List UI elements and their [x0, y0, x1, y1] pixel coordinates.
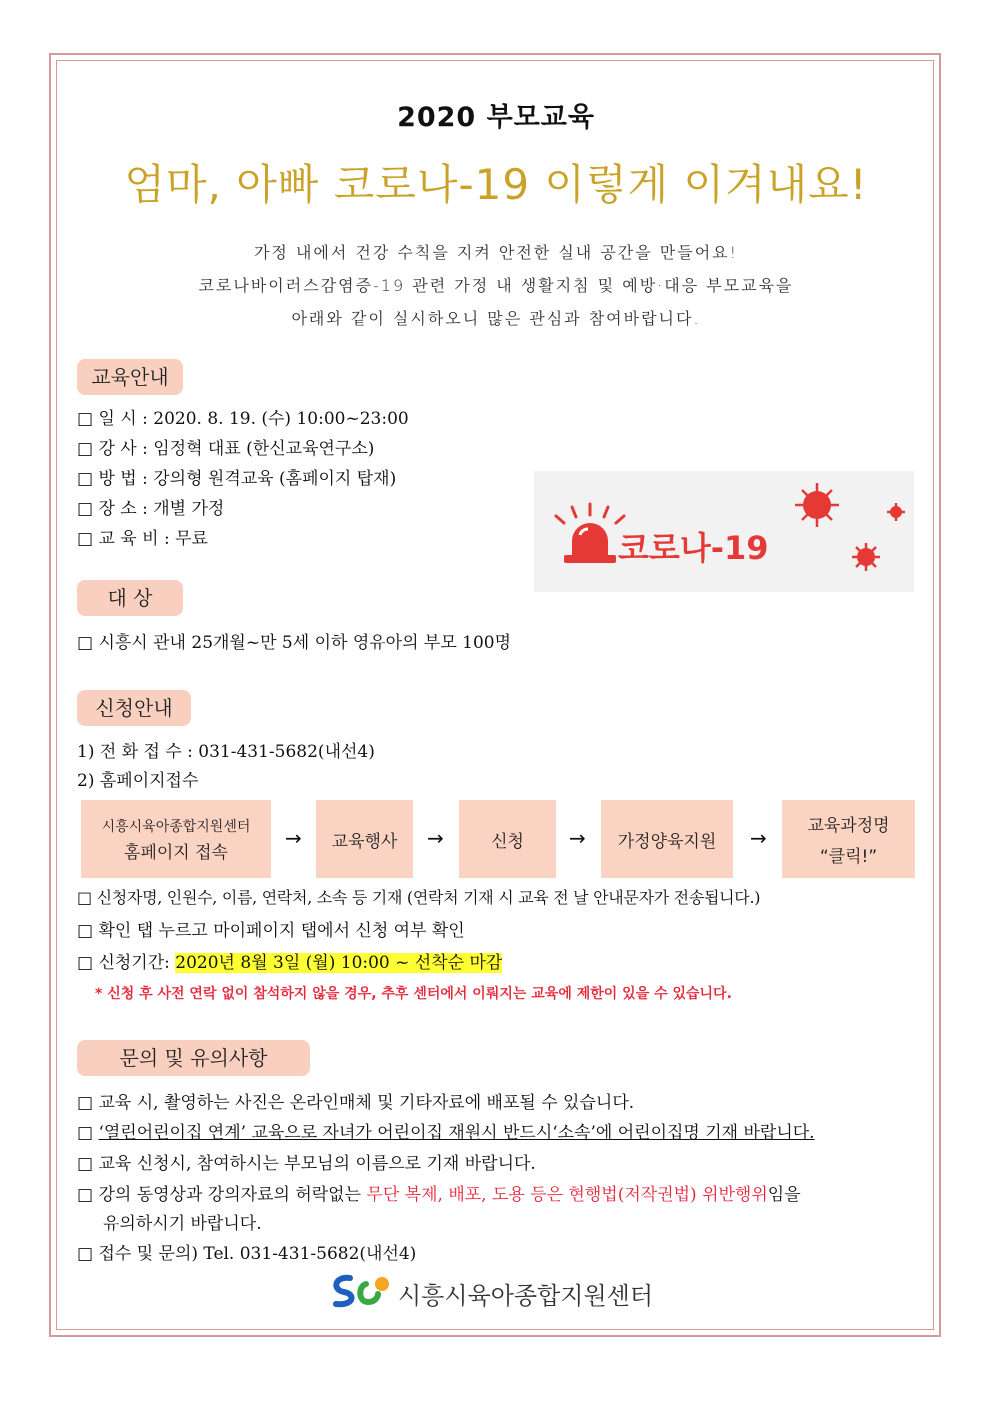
- flow-arrow-1: →: [285, 826, 302, 850]
- apply-warning: * 신청 후 사전 연락 없이 참석하지 않을 경우, 추후 센터에서 이뤄지는 교육에 제한이 있을 수 있습니다.: [95, 986, 732, 1002]
- flow-step-2: [316, 800, 413, 878]
- year-title: 2020 부모교육: [397, 102, 595, 133]
- apply-item-confirm: □ 확인 탭 누르고 마이페이지 탭에서 신청 여부 확인: [77, 921, 465, 941]
- info-item-lecturer: □ 강 사 : 임정혁 대표 (한신교육연구소): [77, 439, 375, 459]
- notes-item-affiliation-prefix: □: [77, 1123, 99, 1143]
- notes-item-photo: □ 교육 시, 촬영하는 사진은 온라인매체 및 기타자료에 배포될 수 있습니다.: [77, 1093, 635, 1113]
- info-item-date: □ 일 시 : 2020. 8. 19. (수) 10:00~23:00: [77, 409, 409, 429]
- apply-phone: 1) 전 화 접 수 : 031-431-5682(내선4): [77, 742, 375, 762]
- notes-item-name: □ 교육 신청시, 참여하시는 부모님의 이름으로 기재 바랍니다.: [77, 1154, 536, 1174]
- flow-step-5-line2: “클릭!”: [819, 847, 878, 867]
- flow-step-1-line1: 시흥시육아종합지원센터: [101, 818, 251, 835]
- flow-step-5: [782, 800, 915, 878]
- flow-step-4-label: 가정양육지원: [617, 831, 717, 852]
- notes-item-copyright-post: 임을: [767, 1185, 801, 1205]
- flow-arrow-3: →: [569, 826, 586, 850]
- flow-step-4: [601, 800, 733, 878]
- corona-banner: [534, 471, 914, 592]
- apply-item-fields: □ 신청자명, 인원수, 이름, 연락처, 소속 등 기재 (연락처 기재 시 교육 전 날 안내문자가 전송됩니다.): [77, 888, 761, 907]
- notes-item-copyright-cont: 유의하시기 바랍니다.: [103, 1214, 262, 1234]
- target-item: □ 시흥시 관내 25개월~만 5세 이하 영유아의 부모 100명: [77, 633, 512, 653]
- flow-step-3: [459, 800, 556, 878]
- info-item-place: □ 장 소 : 개별 가정: [77, 499, 225, 519]
- flow-step-3-label: 신청: [491, 831, 524, 852]
- org-logo-icon: [328, 1272, 394, 1310]
- notes-item-copyright-red: 무단 복제, 배포, 도용 등은 현행법(저작권법) 위반행위: [366, 1185, 768, 1205]
- section-tag-target: 대 상: [77, 580, 183, 616]
- main-title: 엄마, 아빠 코로나-19 이렇게 이겨내요!: [124, 160, 868, 209]
- notes-item-copyright: [77, 1180, 801, 1205]
- section-tag-notes: 문의 및 유의사항: [77, 1040, 310, 1076]
- notes-item-affiliation-text: ‘열린어린이집 연계’ 교육으로 자녀가 어린이집 재원시 반드시‘소속’에 어린이집명 기재 바랍니다.: [98, 1123, 815, 1143]
- intro-line-3: 아래와 같이 실시하오니 많은 관심과 참여바랍니다.: [291, 309, 701, 328]
- notes-item-copyright-pre: □ 강의 동영상과 강의자료의 허락없는: [77, 1185, 367, 1205]
- apply-period-value: 2020년 8월 3일 (월) 10:00 ~ 선착순 마감: [175, 953, 503, 973]
- intro-line-2: 코로나바이러스감염증-19 관련 가정 내 생활지침 및 예방·대응 부모교육을: [198, 276, 794, 295]
- notes-item-affiliation: [77, 1118, 815, 1143]
- section-tag-apply: 신청안내: [77, 690, 191, 726]
- flow-step-1: [81, 800, 271, 878]
- notes-item-contact: □ 접수 및 문의) Tel. 031-431-5682(내선4): [77, 1244, 417, 1264]
- apply-period-label: □ 신청기간:: [77, 953, 176, 973]
- apply-period: [77, 948, 502, 973]
- corona-label: 코로나-19: [618, 529, 769, 567]
- flow-step-2-label: 교육행사: [331, 831, 398, 852]
- flow-arrow-4: →: [750, 826, 767, 850]
- section-tag-info: 교육안내: [77, 359, 183, 395]
- org-name: 시흥시육아종합지원센터: [398, 1282, 654, 1310]
- apply-homepage: 2) 홈페이지접수: [77, 771, 199, 791]
- flow-step-5-line1: 교육과정명: [807, 816, 890, 836]
- info-item-method: □ 방 법 : 강의형 원격교육 (홈페이지 탑재): [77, 469, 397, 489]
- flow-arrow-2: →: [427, 826, 444, 850]
- flow-step-1-line2: 홈페이지 접속: [124, 842, 228, 863]
- info-item-fee: □ 교 육 비 : 무료: [77, 529, 208, 549]
- intro-line-1: 가정 내에서 건강 수칙을 지켜 안전한 실내 공간을 만들어요!: [253, 243, 739, 262]
